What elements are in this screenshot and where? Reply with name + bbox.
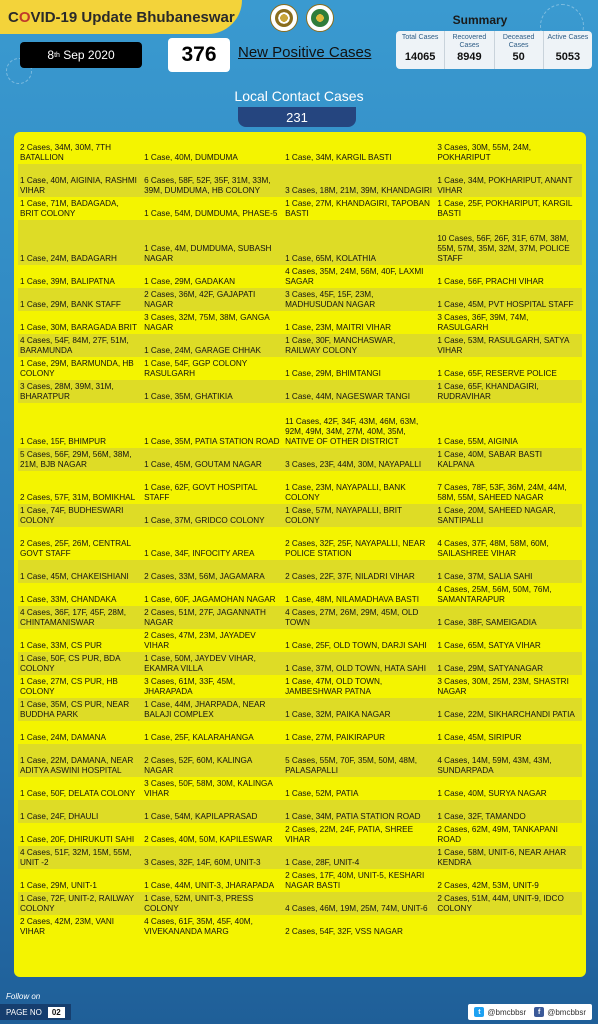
table-cell: 1 Case, 34M, POKHARIPUT, ANANT VIHAR: [435, 164, 582, 197]
summary-cell: [544, 31, 592, 69]
table-cell: 2 Cases, 40M, 50M, KAPILESWAR: [144, 835, 273, 844]
facebook-handle: @bmcbbsr: [547, 1007, 586, 1017]
table-cell: 2 Cases, 33M, 56M, JAGAMARA: [142, 560, 283, 583]
table-cell: 1 Case, 74F, BUDHESWARI COLONY: [18, 504, 142, 527]
table-cell: 1 Case, 50M, JAYDEV VIHAR, EKAMRA VILLA: [142, 652, 283, 675]
virus-o-icon: O: [18, 8, 31, 26]
table-cell: 1 Case, 27M, PAIKIRAPUR: [285, 733, 386, 742]
table-cell: 1 Case, 55M, AIGINIA: [437, 437, 518, 446]
table-cell: 1 Case, 56F, PRACHI VIHAR: [437, 277, 544, 286]
table-cell: 3 Cases, 23F, 44M, 30M, NAYAPALLI: [283, 448, 435, 471]
table-row: [18, 288, 582, 311]
local-contact-title: Local Contact Cases: [234, 88, 364, 104]
table-cell: 2 Cases, 34M, 30M, 7TH BATALLION: [20, 143, 112, 162]
table-cell: 1 Case, 45M, CHAKEISHIANI: [18, 560, 142, 583]
table-cell: 4 Cases, 25M, 56M, 50M, 76M, SAMANTARAPUR: [437, 585, 552, 604]
table-cell: 5 Cases, 55M, 70F, 35M, 50M, 48M, PALASAPALLI: [283, 744, 435, 777]
local-contact-count: 231: [238, 107, 356, 127]
table-cell: 1 Case, 20M, SAHEED NAGAR, SANTIPALLI: [435, 504, 582, 527]
table-cell: 2 Cases, 22F, 37F, NILADRI VIHAR: [283, 560, 435, 583]
table-cell: 3 Cases, 30M, 25M, 23M, SHASTRI NAGAR: [437, 677, 569, 696]
summary-box: [396, 31, 592, 69]
table-cell: 1 Case, 29M, BANK STAFF: [18, 288, 142, 311]
table-row: [18, 744, 582, 777]
table-row: [18, 698, 582, 721]
table-cell: 2 Cases, 25F, 26M, CENTRAL GOVT STAFF: [20, 539, 131, 558]
table-cell: 1 Case, 37M, GRIDCO COLONY: [142, 504, 283, 527]
table-row: [18, 915, 582, 938]
table-cell: 1 Case, 34M, KARGIL BASTI: [285, 153, 392, 162]
table-cell: 1 Case, 29M, GADAKAN: [144, 277, 236, 286]
table-row: [18, 265, 582, 288]
table-cell: 1 Case, 50F, DELATA COLONY: [20, 789, 136, 798]
odisha-emblem-icon: [270, 4, 298, 32]
table-cell: 1 Case, 30F, MANCHASWAR, RAILWAY COLONY: [283, 334, 435, 357]
table-cell: 1 Case, 50F, CS PUR, BDA COLONY: [18, 652, 142, 675]
table-cell: 1 Case, 45M, GOUTAM NAGAR: [142, 448, 283, 471]
table-cell: 1 Case, 24F, DHAULI: [18, 800, 142, 823]
table-row: [18, 823, 582, 846]
table-cell: 4 Cases, 14M, 59M, 43M, 43M, SUNDARPADA: [435, 744, 582, 777]
table-cell: 1 Case, 33M, CS PUR: [20, 641, 102, 650]
table-row: [18, 583, 582, 606]
table-cell: 2 Cases, 36M, 42F, GAJAPATI NAGAR: [142, 288, 283, 311]
table-cell: 3 Cases, 32F, 14F, 60M, UNIT-3: [142, 846, 283, 869]
table-cell: 1 Case, 29M, UNIT-1: [20, 881, 97, 890]
title-prefix: C: [8, 8, 19, 26]
table-cell: 1 Case, 33M, CHANDAKA: [20, 595, 117, 604]
date-day: 8: [47, 48, 55, 62]
table-cell: 10 Cases, 56F, 26F, 31F, 67M, 38M, 55M, 57M, 35M, 32M, 37M, POLICE STAFF: [435, 220, 582, 265]
table-cell: 1 Case, 29M, SATYANAGAR: [435, 652, 582, 675]
table-cell: 1 Case, 40M, AIGINIA, RASHMI VIHAR: [18, 164, 142, 197]
table-row: [18, 380, 582, 403]
table-row: [18, 892, 582, 915]
table-cell: 1 Case, 40M, SURYA NAGAR: [437, 789, 547, 798]
date-badge: [20, 42, 142, 68]
table-row: [18, 197, 582, 220]
table-cell: 2 Cases, 47M, 23M, JAYADEV VIHAR: [144, 631, 256, 650]
table-row: [18, 606, 582, 629]
table-cell: 2 Cases, 54F, 32F, VSS NAGAR: [285, 927, 403, 936]
table-cell: 2 Cases, 51M, 27F, JAGANNATH NAGAR: [142, 606, 283, 629]
table-cell: 1 Case, 45M, SIRIPUR: [437, 733, 522, 742]
table-cell: 4 Cases, 37F, 48M, 58M, 60M, SAILASHREE VIHAR: [437, 539, 549, 558]
table-cell: 1 Case, 32M, PAIKA NAGAR: [283, 698, 435, 721]
table-cell: 1 Case, 25F, POKHARIPUT, KARGIL BASTI: [437, 199, 573, 218]
table-cell: 4 Cases, 54F, 84M, 27F, 51M, BARAMUNDA: [18, 334, 142, 357]
table-row: [18, 652, 582, 675]
table-cell: 2 Cases, 32F, 25F, NAYAPALLI, NEAR POLICE STATION: [285, 539, 426, 558]
table-row: [18, 869, 582, 892]
table-row: [18, 629, 582, 652]
table-row: [18, 164, 582, 197]
table-cell: 2 Cases, 52F, 60M, KALINGA NAGAR: [142, 744, 283, 777]
table-cell: 1 Case, 72F, UNIT-2, RAILWAY COLONY: [18, 892, 142, 915]
table-cell: 1 Case, 54M, KAPILAPRASAD: [142, 800, 283, 823]
table-cell: 4 Cases, 61F, 35M, 45F, 40M, VIVEKANANDA MARG: [144, 917, 253, 936]
table-row: [18, 675, 582, 698]
date-rest: Sep 2020: [59, 48, 115, 62]
table-cell: 1 Case, 40M, SABAR BASTI KALPANA: [435, 448, 582, 471]
table-cell: 1 Case, 40M, DUMDUMA: [144, 153, 238, 162]
table-cell: 1 Case, 48M, NILAMADHAVA BASTI: [285, 595, 420, 604]
table-cell: 1 Case, 35M, PATIA STATION ROAD: [144, 437, 280, 446]
table-cell: 4 Cases, 27M, 26M, 29M, 45M, OLD TOWN: [283, 606, 435, 629]
facebook-icon: f: [534, 1007, 544, 1017]
table-row: [18, 311, 582, 334]
table-cell: 1 Case, 53M, RASULGARH, SATYA VIHAR: [435, 334, 582, 357]
table-cell: 1 Case, 57M, NAYAPALLI, BRIT COLONY: [283, 504, 435, 527]
summary-cell: [495, 31, 544, 69]
table-cell: 1 Case, 35M, CS PUR, NEAR BUDDHA PARK: [18, 698, 142, 721]
summary-label: Deceased Cases: [502, 34, 535, 49]
page-number: 02: [48, 1007, 65, 1018]
table-row: [18, 357, 582, 380]
table-cell: 1 Case, 35M, GHATIKIA: [142, 380, 283, 403]
table-cell: 4 Cases, 51F, 32M, 15M, 55M, UNIT -2: [18, 846, 142, 869]
bmc-emblem-icon: [306, 4, 334, 32]
table-cell: 1 Case, 25F, KALARAHANGA: [144, 733, 254, 742]
table-cell: 1 Case, 62F, GOVT HOSPITAL STAFF: [144, 483, 258, 502]
summary-value: 14065: [404, 51, 436, 63]
table-cell: 1 Case, 47M, OLD TOWN, JAMBESHWAR PATNA: [285, 677, 383, 696]
table-row: [18, 334, 582, 357]
table-cell: 2 Cases, 17F, 40M, UNIT-5, KESHARI NAGAR BASTI: [285, 871, 425, 890]
summary-label: Total Cases: [401, 34, 439, 41]
table-cell: 4 Cases, 36F, 17F, 45F, 28M, CHINTAMANISWAR: [18, 606, 142, 629]
page-title: VID-19 Update Bhubaneswar: [30, 8, 235, 26]
table-cell: 1 Case, 22M, DAMANA, NEAR ADITYA ASWINI HOSPITAL: [18, 744, 142, 777]
table-cell: 5 Cases, 56F, 29M, 56M, 38M, 21M, BJB NAGAR: [18, 448, 142, 471]
table-cell: 1 Case, 58M, UNIT-6, NEAR AHAR KENDRA: [435, 846, 582, 869]
table-cell: 1 Case, 45M, PVT HOSPITAL STAFF: [435, 288, 582, 311]
summary-value: 8949: [457, 51, 482, 63]
table-cell: 1 Case, 60F, JAGAMOHAN NAGAR: [144, 595, 276, 604]
table-cell: [435, 915, 582, 938]
table-row: [18, 846, 582, 869]
table-row: [18, 721, 582, 744]
table-row: [18, 504, 582, 527]
table-cell: 1 Case, 37M, SALIA SAHI: [435, 560, 582, 583]
summary-cell: [445, 31, 494, 69]
table-cell: 2 Cases, 42M, 53M, UNIT-9: [437, 881, 539, 890]
table-cell: 3 Cases, 18M, 21M, 39M, KHANDAGIRI: [283, 164, 435, 197]
table-cell: 3 Cases, 28M, 39M, 31M, BHARATPUR: [18, 380, 142, 403]
table-cell: 4 Cases, 35M, 24M, 56M, 40F, LAXMI SAGAR: [285, 267, 424, 286]
twitter-handle: @bmcbbsr: [487, 1007, 527, 1017]
table-cell: 1 Case, 54F, GGP COLONY RASULGARH: [144, 359, 248, 378]
table-row: [18, 403, 582, 448]
table-cell: 1 Case, 24M, GARAGE CHHAK: [142, 334, 283, 357]
table-cell: 2 Cases, 51M, 44M, UNIT-9, IDCO COLONY: [435, 892, 582, 915]
table-cell: 1 Case, 65M, KOLATHIA: [283, 220, 435, 265]
summary-value: 5053: [555, 51, 581, 63]
page-label: PAGE NO: [6, 1007, 42, 1017]
table-cell: 1 Case, 22M, SIKHARCHANDI PATIA: [435, 698, 582, 721]
social-links: [468, 1004, 592, 1020]
table-cell: 2 Cases, 22M, 24F, PATIA, SHREE VIHAR: [285, 825, 414, 844]
table-cell: 1 Case, 65F, KHANDAGIRI, RUDRAVIHAR: [435, 380, 582, 403]
table-cell: 1 Case, 24M, BADAGARH: [18, 220, 142, 265]
table-cell: 3 Cases, 50F, 58M, 30M, KALINGA VIHAR: [144, 779, 273, 798]
table-cell: 1 Case, 20F, DHIRUKUTI SAHI: [20, 835, 135, 844]
table-cell: 1 Case, 30M, BARAGADA BRIT: [20, 323, 137, 332]
follow-on-label: Follow on: [6, 992, 41, 1001]
table-cell: 1 Case, 65M, SATYA VIHAR: [437, 641, 541, 650]
table-cell: 1 Case, 23M, NAYAPALLI, BANK COLONY: [285, 483, 406, 502]
summary-title: Summary: [452, 13, 508, 27]
table-cell: 3 Cases, 30M, 55M, 24M, POKHARIPUT: [437, 143, 532, 162]
table-cell: 11 Cases, 42F, 34F, 43M, 46M, 63M, 92M, 49M, 34M, 27M, 40M, 35M, NATIVE OF OTHER DISTRICT: [285, 417, 419, 446]
table-row: [18, 777, 582, 800]
table-cell: 1 Case, 25F, OLD TOWN, DARJI SAHI: [285, 641, 427, 650]
table-cell: 7 Cases, 78F, 53F, 36M, 24M, 44M, 58M, 55M, SAHEED NAGAR: [437, 483, 567, 502]
table-cell: 1 Case, 15F, BHIMPUR: [20, 437, 106, 446]
summary-label: Active Cases: [547, 34, 589, 41]
twitter-icon: t: [474, 1007, 484, 1017]
table-row: [18, 471, 582, 504]
table-row: [18, 141, 582, 164]
twitter-link[interactable]: [474, 1007, 526, 1017]
table-cell: 1 Case, 32F, TAMANDO: [435, 800, 582, 823]
table-cell: 1 Case, 24M, DAMANA: [20, 733, 106, 742]
new-positive-label: New Positive Cases: [238, 44, 372, 61]
table-cell: 1 Case, 34F, INFOCITY AREA: [144, 549, 255, 558]
table-cell: 1 Case, 29M, BARMUNDA, HB COLONY: [20, 359, 134, 378]
table-cell: 2 Cases, 57F, 31M, BOMIKHAL: [20, 493, 136, 502]
table-cell: 1 Case, 71M, BADAGADA, BRIT COLONY: [20, 199, 119, 218]
table-cell: 1 Case, 38F, SAMEIGADIA: [435, 606, 582, 629]
table-cell: 1 Case, 37M, OLD TOWN, HATA SAHI: [283, 652, 435, 675]
facebook-link[interactable]: [534, 1007, 586, 1017]
table-row: [18, 560, 582, 583]
table-row: [18, 220, 582, 265]
logos: [270, 4, 334, 32]
table-cell: 2 Cases, 62M, 49M, TANKAPANI ROAD: [437, 825, 558, 844]
table-cell: 3 Cases, 32M, 75M, 38M, GANGA NAGAR: [144, 313, 270, 332]
table-cell: 4 Cases, 46M, 19M, 25M, 74M, UNIT-6: [283, 892, 435, 915]
table-cell: 1 Case, 54M, DUMDUMA, PHASE-5: [144, 209, 278, 218]
table-cell: 3 Cases, 45F, 15F, 23M, MADHUSUDAN NAGAR: [283, 288, 435, 311]
table-cell: 1 Case, 29M, BHIMTANGI: [285, 369, 381, 378]
table-cell: 1 Case, 65F, RESERVE POLICE: [437, 369, 557, 378]
table-row: [18, 448, 582, 471]
table-row: [18, 527, 582, 560]
table-cell: 1 Case, 28F, UNIT-4: [283, 846, 435, 869]
summary-label: Recovered Cases: [452, 34, 487, 49]
table-cell: 1 Case, 52M, PATIA: [285, 789, 359, 798]
table-cell: 1 Case, 44M, JHARPADA, NEAR BALAJI COMPLEX: [142, 698, 283, 721]
cases-table-panel: [14, 132, 586, 977]
table-cell: 3 Cases, 36F, 39M, 74M, RASULGARH: [437, 313, 529, 332]
table-cell: 1 Case, 44M, NAGESWAR TANGI: [283, 380, 435, 403]
table-cell: 1 Case, 4M, DUMDUMA, SUBASH NAGAR: [142, 220, 283, 265]
title-ribbon: [0, 0, 242, 34]
summary-cell: [396, 31, 445, 69]
table-cell: 1 Case, 44M, UNIT-3, JHARAPADA: [144, 881, 275, 890]
page-indicator: [0, 1004, 71, 1020]
summary-value: 50: [512, 51, 525, 63]
table-cell: 1 Case, 34M, PATIA STATION ROAD: [283, 800, 435, 823]
date-suffix: th: [54, 51, 60, 59]
table-cell: 3 Cases, 61M, 33F, 45M, JHARAPADA: [144, 677, 236, 696]
table-cell: 1 Case, 52M, UNIT-3, PRESS COLONY: [142, 892, 283, 915]
table-cell: 1 Case, 27M, KHANDAGIRI, TAPOBAN BASTI: [285, 199, 430, 218]
table-cell: 1 Case, 27M, CS PUR, HB COLONY: [20, 677, 118, 696]
new-positive-count: 376: [168, 38, 230, 72]
table-cell: 6 Cases, 58F, 52F, 35F, 31M, 33M, 39M, DUMDUMA, HB COLONY: [142, 164, 283, 197]
cases-table: [18, 141, 582, 938]
table-cell: 2 Cases, 42M, 23M, VANI VIHAR: [20, 917, 115, 936]
table-cell: 1 Case, 39M, BALIPATNA: [20, 277, 115, 286]
table-cell: 1 Case, 23M, MAITRI VIHAR: [285, 323, 392, 332]
table-row: [18, 800, 582, 823]
